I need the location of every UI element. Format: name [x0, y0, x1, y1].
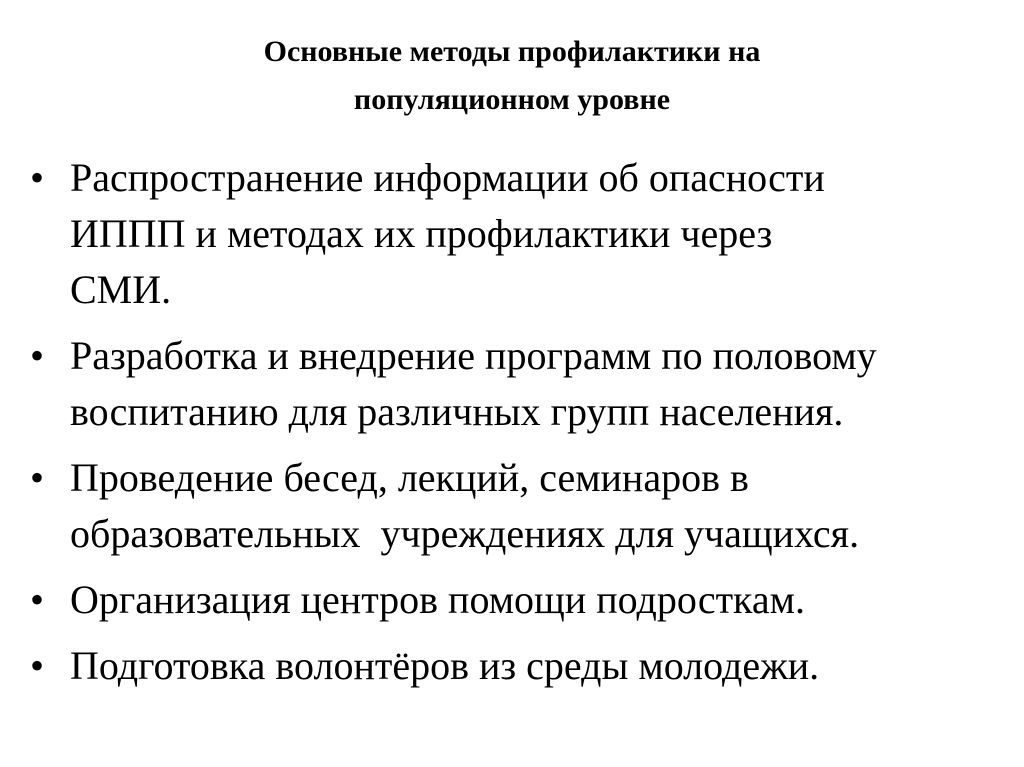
bullet-icon: •	[30, 333, 45, 378]
slide-title	[100, 28, 924, 124]
slide-title-line: популяционном уровне	[353, 83, 671, 116]
bullet-line: образовательных учреждениях для учащихся.	[70, 511, 860, 556]
bullet-line: Распространение информации об опасности	[70, 155, 825, 200]
bullet-line: Организация центров помощи подросткам.	[70, 577, 805, 622]
slide-title-line: Основные методы профилактики на	[263, 35, 761, 68]
bullet-icon: •	[30, 577, 45, 622]
bullet-icon: •	[30, 155, 45, 200]
bullet-text	[70, 450, 1008, 562]
bullet-icon: •	[30, 455, 45, 500]
bullet-line: ИППП и методах их профилактики через	[70, 211, 773, 256]
bullet-text	[70, 150, 1008, 318]
bullet-text	[70, 572, 1008, 628]
bullet-line: воспитанию для различных групп населения.	[70, 389, 844, 434]
bullet-text	[70, 638, 1008, 694]
bullet-item	[28, 450, 1008, 562]
bullet-line: Разработка и внедрение программ по половому	[70, 333, 877, 378]
bullet-list	[28, 150, 1008, 704]
bullet-item	[28, 328, 1008, 440]
bullet-line: Подготовка волонтёров из среды молодежи.	[70, 643, 820, 688]
bullet-line: СМИ.	[70, 267, 172, 312]
bullet-item	[28, 150, 1008, 318]
bullet-item	[28, 572, 1008, 628]
bullet-text	[70, 328, 1008, 440]
bullet-line: Проведение бесед, лекций, семинаров в	[70, 455, 749, 500]
bullet-icon: •	[30, 643, 45, 688]
bullet-item	[28, 638, 1008, 694]
